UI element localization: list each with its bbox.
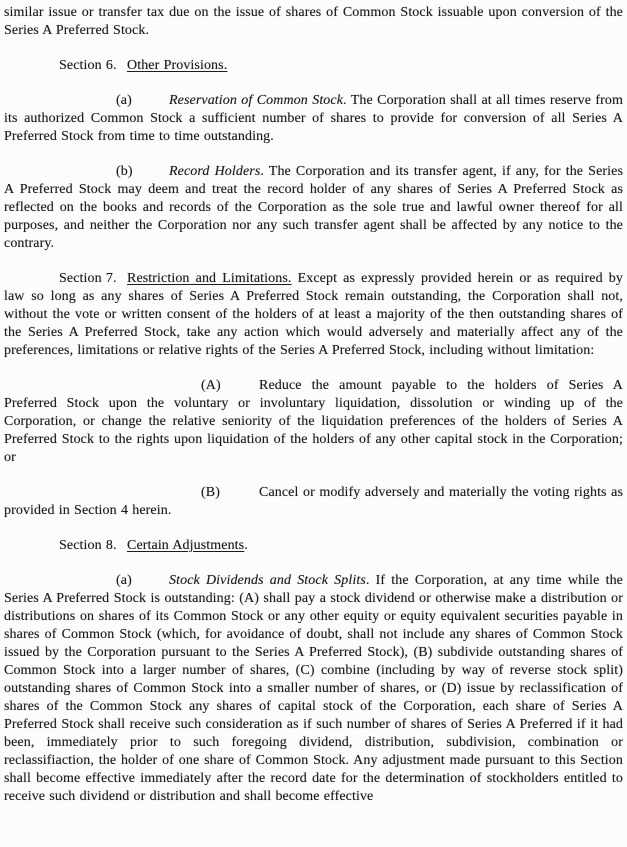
clause-text: . If the Corporation, at any time while the Series A Preferred Stock is outstanding: (A) shall pay a stock dividend or otherwise make a distribution or distributions on shares of its Common Stock or any other equity or equity equivalent securities payable in shares of Common Stock (which, for avoidance of doubt, shall not include any shares of Common Stock issued by the Corporation pursuant to the Series A Preferred Stock), (B) subdivide outstanding shares of Common Stock into a larger number of shares, (C) combine (including by way of reverse stock split) outstanding shares of Common Stock into a smaller number of shares, or (D) issue by reclassification of shares of the Common Stock any shares of capital stock of the Corporation, each share of Series A Preferred Stock shall receive such consideration as if such number of shares of Series A Preferred if it had been, immediately prior to such foregoing dividend, distribution, subdivision, combination or reclassifiaction, the holder of one share of Common Stock. Any adjustment made pursuant to this Section shall become effective immediately after the record date for the determination of stockholders entitled to receive such dividend or distribution and shall become effective (4, 573, 624, 804)
section-label: Section 8. (59, 538, 117, 553)
clause-label: (b) (116, 164, 133, 179)
continued-paragraph (4, 4, 623, 40)
clause-title: Record Holders (169, 164, 261, 179)
clause-7A (4, 377, 623, 467)
section-title-period: . (244, 538, 248, 553)
section-8-heading (4, 537, 623, 555)
clause-text: . The Corporation and its transfer agent, if any, for the Series A Preferred Stock may deem and treat the record holder of any shares of Series A Preferred Stock as reflected on the books and records of the Corporation as the sole true and lawful owner thereof for all purposes, and neither the Corporation nor any such transfer agent shall be affected by any notice to the contrary. (4, 164, 623, 251)
clause-8a (4, 572, 623, 806)
clause-title: Reservation of Common Stock (169, 93, 344, 108)
clause-text: Reduce the amount payable to the holders of Series A Preferred Stock upon the voluntary or involuntary liquidation, dissolution or winding up of the Corporation, or change the relative seniority of the liquidation preferences of the holders of Series A Preferred Stock to the rights upon liquidation of the holders of any other capital stock in the Corporation; or (4, 378, 623, 465)
clause-title: Stock Dividends and Stock Splits (169, 573, 366, 588)
section-label: Section 7. (59, 271, 117, 286)
section-6-heading (4, 57, 623, 75)
section-title: Certain Adjustments (127, 538, 245, 553)
clause-label: (a) (116, 93, 132, 108)
clause-label: (B) (201, 485, 220, 500)
section-label: Section 6. (59, 58, 117, 73)
clause-6a (4, 92, 623, 146)
clause-6b (4, 163, 623, 253)
section-7-paragraph (4, 270, 623, 360)
clause-text: Cancel or modify adversely and materially the voting rights as provided in Section 4 herein. (4, 485, 623, 518)
section-title: Restriction and Limitations. (127, 271, 292, 286)
clause-7B (4, 484, 623, 520)
paragraph-text: similar issue or transfer tax due on the issue of shares of Common Stock issuable upon conversion of the Series A Preferred Stock. (4, 5, 623, 38)
clause-label: (A) (201, 378, 221, 393)
clause-label: (a) (116, 573, 132, 588)
section-title: Other Provisions. (127, 58, 228, 73)
clause-text: . The Corporation shall at all times reserve from its authorized Common Stock a sufficient number of shares to provide for conversion of all Series A Preferred Stock from time to time outstanding. (4, 93, 623, 144)
section-text: Except as expressly provided herein or as required by law so long as any shares of Series A Preferred Stock remain outstanding, the Corporation shall not, without the vote or written consent of the holders of at least a majority of the then outstanding shares of the Series A Preferred Stock, take any action which would adversely and materially affect any of the preferences, limitations or relative rights of the Series A Preferred Stock, including without limitation: (4, 271, 623, 358)
